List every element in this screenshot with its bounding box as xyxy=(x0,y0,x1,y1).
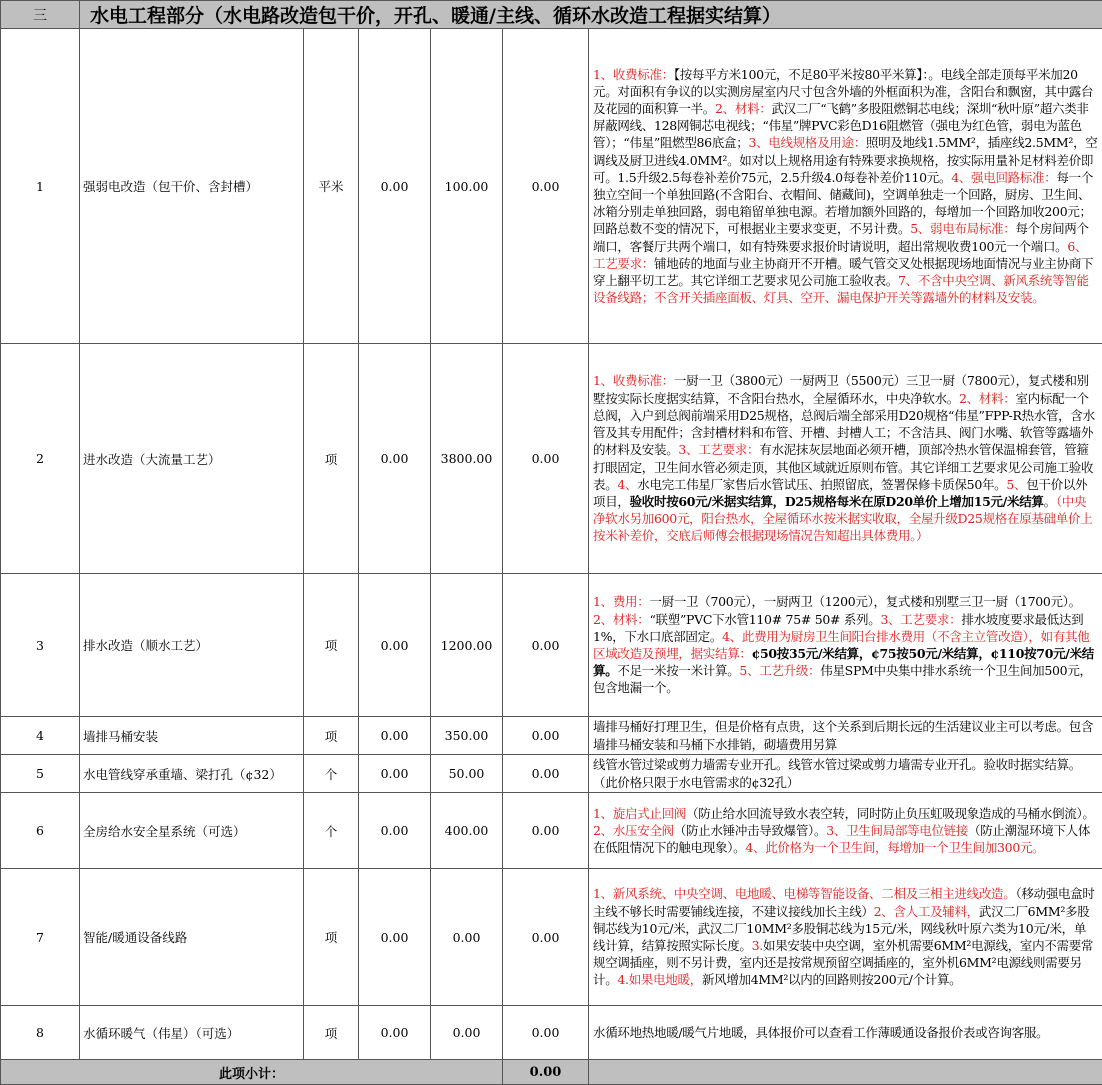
item-amount: 0.00 xyxy=(503,717,589,755)
item-unit: 项 xyxy=(304,344,359,574)
item-description xyxy=(589,344,1102,574)
description-segment: 4、 xyxy=(617,477,637,492)
item-amount: 0.00 xyxy=(503,1006,589,1060)
description-segment: 一厨一卫（3800元）一厨两卫（5500元）三卫一厨（7800元），复式楼和别墅按实际长度据实结算，不含阳台热水，全屋循环水，中央净软水。 xyxy=(593,373,1089,405)
item-amount: 0.00 xyxy=(503,793,589,869)
table-row xyxy=(1,29,1102,344)
description-segment: 3、电线规格及用途： xyxy=(748,135,865,150)
description-segment: 新风增加4MM²以内的回路则按200元/个计算。 xyxy=(702,972,961,987)
description-segment: 2、含人工及辅料， xyxy=(874,904,979,919)
item-unit-price: 0.00 xyxy=(431,869,503,1006)
section-number: 三 xyxy=(1,1,80,29)
item-name: 水电管线穿承重墙、梁打孔（¢32） xyxy=(80,755,304,793)
item-unit-price: 50.00 xyxy=(431,755,503,793)
description-segment: 1、旋启式止回阀 xyxy=(593,806,686,821)
row-number: 6 xyxy=(1,793,80,869)
description-segment: 1、新风系统、中央空调、电地暖、电梯等智能设备、二相及三相主进线改造。 xyxy=(593,886,1015,901)
description-segment: “联塑”PVC下水管110# 75# 50# 系列。 xyxy=(649,612,880,627)
row-number: 1 xyxy=(1,29,80,344)
description-segment: 1、收费标准： xyxy=(593,67,674,82)
description-segment: 不足一米按一米计算。 xyxy=(617,663,739,678)
row-number: 4 xyxy=(1,717,80,755)
item-unit-price: 1200.00 xyxy=(431,574,503,717)
description-segment: 每个房间两个端口，客餐厅共两个端口，如有特殊要求报价时请说明，超出常规收费100元一个端口。 xyxy=(593,221,1089,253)
table-row xyxy=(1,344,1102,574)
table-row xyxy=(1,717,1102,755)
item-name: 水循环暖气（伟星）（可选） xyxy=(80,1006,304,1060)
description-segment: 2、材料： xyxy=(593,612,649,627)
item-name: 智能/暖通设备线路 xyxy=(80,869,304,1006)
description-segment: 线管水管过梁或剪力墙需专业开孔。线管水管过梁或剪力墙需专业开孔。验收时据实结算。（此价格只限于水电管需求的¢32孔） xyxy=(593,757,1081,789)
item-quantity: 0.00 xyxy=(359,344,431,574)
description-segment: 3. xyxy=(752,938,763,953)
item-amount: 0.00 xyxy=(503,755,589,793)
description-segment: 6、工艺要求： xyxy=(593,239,1087,271)
description-segment: 照明及地线1.5MM²，插座线2.5MM²，空调线及厨卫进线4.0MM²。如对以上规格用途有特殊要求换规格，按实际用量补足材料差价即可。1.5升级2.5每卷补差价75元，2.5升级4.0每卷补差价110元。 xyxy=(593,135,1097,184)
item-unit-price: 3800.00 xyxy=(431,344,503,574)
section-header-row xyxy=(1,1,1102,29)
item-description xyxy=(589,793,1102,869)
description-segment: 3、工艺要求： xyxy=(678,442,759,457)
table-row xyxy=(1,869,1102,1006)
description-segment: 伟星SPM中央集中排水系统一个卫生间加500元，包含地漏一个。 xyxy=(593,663,1092,695)
description-segment: 铺地砖的地面与业主协商开不开槽。暖气管交叉处根据现场地面情况与业主协商下穿上翻平切工艺。其它详细工艺要求见公司施工验收表。 xyxy=(593,256,1093,288)
table-row xyxy=(1,574,1102,717)
description-segment: （中央净软水另加600元，阳台热水，全屋循环水按米据实收取，全屋升级D25规格在原基础单价上按米补差价，交底后师傅会根据现场情况告知超出具体费用。） xyxy=(593,494,1092,543)
item-description xyxy=(589,869,1102,1006)
item-unit: 项 xyxy=(304,869,359,1006)
item-unit: 项 xyxy=(304,1006,359,1060)
item-quantity: 0.00 xyxy=(359,717,431,755)
row-number: 5 xyxy=(1,755,80,793)
description-segment: 2、水压安全阀 xyxy=(593,823,674,838)
subtotal-row xyxy=(1,1060,1102,1085)
table-row xyxy=(1,793,1102,869)
item-quantity: 0.00 xyxy=(359,869,431,1006)
row-number: 8 xyxy=(1,1006,80,1060)
subtotal-empty-cell xyxy=(589,1060,1102,1085)
description-segment: 水电完工伟星厂家售后水管试压、拍照留底，签署保修卡质保50年。 xyxy=(637,477,1006,492)
item-unit: 平米 xyxy=(304,29,359,344)
subtotal-value: 0.00 xyxy=(503,1060,589,1085)
description-segment: 3、工艺要求： xyxy=(880,612,961,627)
description-segment: 4、此价格为一个卫生间，每增加一个卫生间加300元。 xyxy=(745,840,1044,855)
row-number: 7 xyxy=(1,869,80,1006)
item-quantity: 0.00 xyxy=(359,793,431,869)
item-description xyxy=(589,717,1102,755)
section-title: 水电工程部分（水电路改造包干价，开孔、暖通/主线、循环水改造工程据实结算） xyxy=(80,1,1102,29)
subtotal-label: 此项小计： xyxy=(1,1060,503,1085)
description-segment: 如果安装中央空调，室外机需要6MM²电源线，室内不需要常规空调插座，则不另计费，室内还是按常规预留空调插座的，室外机6MM²电源线则需要另计。 xyxy=(593,938,1093,987)
description-segment: 包干价以外项目， xyxy=(593,477,1087,509)
item-amount: 0.00 xyxy=(503,869,589,1006)
description-segment: 4、此费用为厨房卫生间阳台排水费用（不含主立管改造），如有其他区域改造及预埋，据实结算： xyxy=(593,629,1089,661)
description-segment: 3、卫生间局部等电位链接 xyxy=(826,823,968,838)
description-segment: 1、收费标准： xyxy=(593,373,674,388)
description-segment: 7、不含中央空调、新风系统等智能设备线路；不含开关插座面板、灯具、空开、漏电保护开关等露墙外的材料及安装。 xyxy=(593,273,1089,305)
description-segment: 4、强电回路标准： xyxy=(951,170,1056,185)
item-name: 强弱电改造（包干价、含封槽） xyxy=(80,29,304,344)
item-description xyxy=(589,1006,1102,1060)
item-unit-price: 0.00 xyxy=(431,1006,503,1060)
item-unit-price: 400.00 xyxy=(431,793,503,869)
item-unit: 个 xyxy=(304,755,359,793)
row-number: 3 xyxy=(1,574,80,717)
description-segment: 1、费用： xyxy=(593,594,649,609)
row-number: 2 xyxy=(1,344,80,574)
item-unit: 项 xyxy=(304,717,359,755)
item-quantity: 0.00 xyxy=(359,29,431,344)
description-segment: 5、 xyxy=(1006,477,1026,492)
item-amount: 0.00 xyxy=(503,344,589,574)
item-unit: 项 xyxy=(304,574,359,717)
item-name: 全房给水安全星系统（可选） xyxy=(80,793,304,869)
item-amount: 0.00 xyxy=(503,574,589,717)
description-segment: 排水坡度要求最低达到1%，下水口底部固定。 xyxy=(593,612,1083,644)
description-segment: 武汉二厂6MM²多股铜芯线为10元/米，武汉二厂10MM²多股铜芯线为15元/米，网线秋叶原六类为10元/米，单线计算，结算按照实际长度。 xyxy=(593,904,1089,953)
description-segment: 。 xyxy=(1044,494,1056,509)
description-segment: （防止潮湿环境下人体在低阻情况下的触电现象）。 xyxy=(593,823,1090,855)
item-description xyxy=(589,574,1102,717)
item-description xyxy=(589,29,1102,344)
item-unit-price: 350.00 xyxy=(431,717,503,755)
table-row xyxy=(1,1006,1102,1060)
item-amount: 0.00 xyxy=(503,29,589,344)
description-segment: 每一个独立空间一个单独回路(不含阳台、衣帽间、储藏间)，空调单独走一个回路，厨房、卫生间、冰箱分别走单独回路，弱电箱留单独电源。若增加额外回路的，每增加一个回路加收200元；回路总数不变的情况下，可根据业主要求变更，不另计费。 xyxy=(593,170,1093,237)
description-segment: 4.如果电地暖， xyxy=(617,972,702,987)
description-segment: 墙排马桶好打理卫生，但是价格有点贵，这个关系到后期长远的生活建议业主可以考虑。包含墙排马桶安装和马桶下水排销，砌墙费用另算 xyxy=(593,719,1093,751)
item-name: 进水改造（大流量工艺） xyxy=(80,344,304,574)
description-segment: 5、弱电布局标准： xyxy=(910,221,1015,236)
item-quantity: 0.00 xyxy=(359,1006,431,1060)
description-segment: 一厨一卫（700元），一厨两卫（1200元），复式楼和别墅三卫一厨（1700元）。 xyxy=(649,594,1080,609)
description-segment: （防止水锤冲击导致爆管）。 xyxy=(674,823,826,838)
description-segment: ¢50按35元/米结算，¢75按50元/米结算，¢110按70元/米结算。 xyxy=(593,646,1094,678)
description-segment: （防止给水回流导致水表空转，同时防止负压虹吸现象造成的马桶水倒流）。 xyxy=(686,806,1095,821)
description-segment: 验收时按60元/米据实结算，D25规格每米在原D20单价上增加15元/米结算 xyxy=(630,494,1044,509)
item-description xyxy=(589,755,1102,793)
description-segment: 有水泥抹灰层地面必须开槽，顶部冷热水管保温棉套管，管箍打眼固定，卫生间水管必须走顶，其他区域就近原则布管。其它详细工艺要求见公司施工验收表。 xyxy=(593,442,1093,491)
description-segment: 室内标配一个总阀，入户到总阀前端采用D25规格，总阀后端全部采用D20规格“伟星”FPP-R热水管，含水管及其专用配件；含封槽材料和布管、开槽、封槽人工；不含洁具、阀门水嘴、软管等露墙外的材料及安装。 xyxy=(593,391,1095,458)
item-unit-price: 100.00 xyxy=(431,29,503,344)
item-unit: 个 xyxy=(304,793,359,869)
item-name: 排水改造（顺水工艺） xyxy=(80,574,304,717)
item-quantity: 0.00 xyxy=(359,574,431,717)
description-segment: 2、材料： xyxy=(715,101,771,116)
description-segment: 5、工艺升级： xyxy=(739,663,820,678)
description-segment: （移动强电盒时主线不够长时需要铺线连接，不建议接线加长主线） xyxy=(593,886,1095,918)
description-segment: 武汉二厂“飞鹤”多股阻燃铜芯电线；深圳“秋叶原”超六类非屏蔽网线、128网铜芯电视线；“伟星”牌PVC彩色D16阻燃管（强电为红色管，弱电为蓝色管）；“伟星”阻燃型86底盒； xyxy=(593,101,1089,150)
table-row xyxy=(1,755,1102,793)
description-segment: 【按每平方米100元，不足80平米按80平米算】：。电线全部走顶每平米加20元。对面积有争议的以实测房屋室内尺寸包含外墙的外框面积为准，含阳台和飘窗，其中露台及花园的面积算一半。 xyxy=(593,67,1093,116)
description-segment: 水循环地热地暖/暖气片地暖，具体报价可以查看工作薄暖通设备报价表或咨询客服。 xyxy=(593,1025,1048,1040)
item-quantity: 0.00 xyxy=(359,755,431,793)
item-name: 墙排马桶安装 xyxy=(80,717,304,755)
description-segment: 2、材料： xyxy=(959,391,1015,406)
